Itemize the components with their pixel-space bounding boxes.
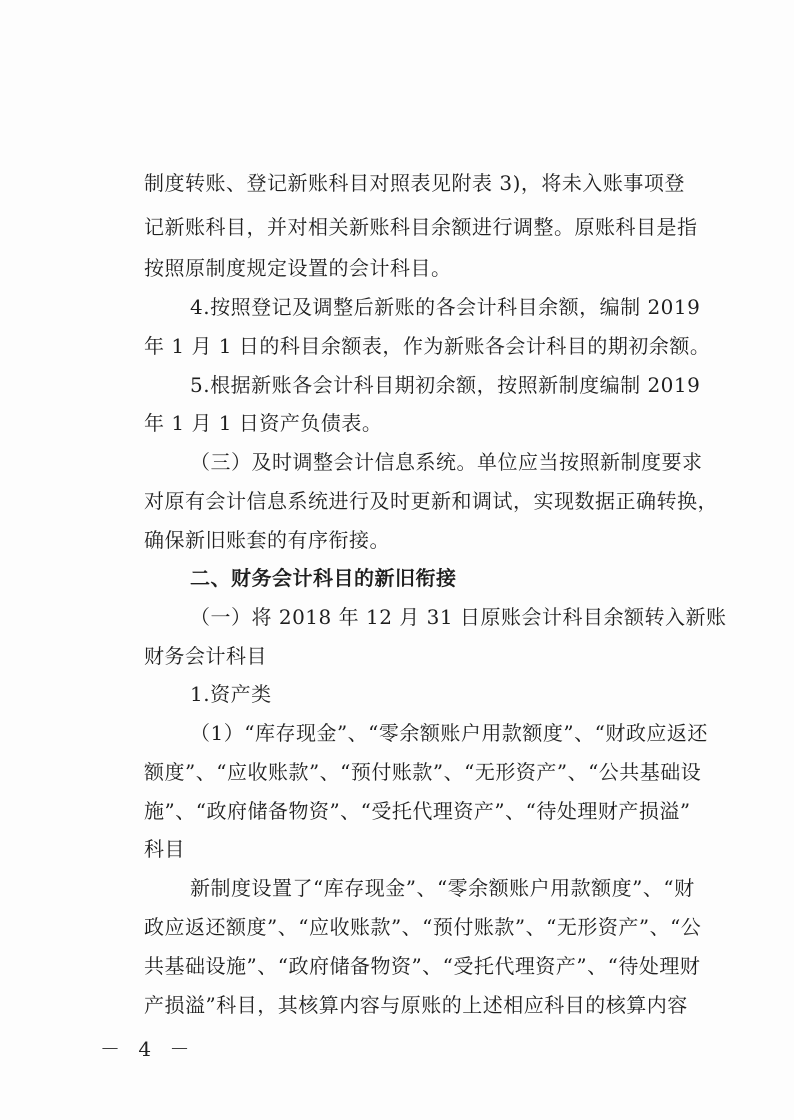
line-text: 财务会计科目 <box>144 644 267 668</box>
line-text: 制度转账、登记新账科目对照表见附表 3)，将未入账事项登 <box>144 171 685 195</box>
line-text: 1.资产类 <box>190 682 272 706</box>
text-line <box>0 946 794 986</box>
line-text: （1）“库存现金”、“零余额账户用款额度”、“财政应返还 <box>190 721 708 745</box>
text-line <box>0 907 794 947</box>
text-line <box>0 403 794 443</box>
text-line <box>0 985 794 1025</box>
line-text: 5.根据新账各会计科目期初余额，按照新制度编制 2019 <box>190 373 701 397</box>
text-line <box>0 636 794 676</box>
text-line <box>0 868 794 908</box>
text-line <box>0 520 794 560</box>
line-text: （三）及时调整会计信息系统。单位应当按照新制度要求 <box>190 450 703 474</box>
text-line <box>0 326 794 366</box>
text-line <box>0 713 794 753</box>
line-text: 共基础设施”、“政府储备物资”、“受托代理资产”、“待处理财 <box>144 954 701 978</box>
text-line <box>0 442 794 482</box>
line-text: （一）将 2018 年 12 月 31 日原账会计科目余额转入新账 <box>190 605 727 629</box>
line-text: 科目 <box>144 837 185 861</box>
text-line <box>0 287 794 327</box>
text-line <box>0 829 794 869</box>
section-heading-line <box>0 558 794 598</box>
line-text: 按照原制度规定设置的会计科目。 <box>144 256 452 280</box>
section-heading: 二、财务会计科目的新旧衔接 <box>190 566 457 590</box>
text-line <box>0 791 794 831</box>
text-line <box>0 163 794 203</box>
page-number: － 4 － <box>100 1037 196 1061</box>
line-text: 政应返还额度”、“应收账款”、“预付账款”、“无形资产”、“公 <box>144 915 702 939</box>
text-line <box>0 481 794 521</box>
line-text: 确保新旧账套的有序衔接。 <box>144 528 390 552</box>
text-line <box>0 365 794 405</box>
text-line <box>0 597 794 637</box>
line-text: 记新账科目，并对相关新账科目余额进行调整。原账科目是指 <box>144 215 698 239</box>
line-text: 年 1 月 1 日的科目余额表，作为新账各会计科目的期初余额。 <box>144 334 711 358</box>
text-line <box>0 207 794 247</box>
line-text: 新制度设置了“库存现金”、“零余额账户用款额度”、“财 <box>190 876 695 900</box>
line-text: 4.按照登记及调整后新账的各会计科目余额，编制 2019 <box>190 295 701 319</box>
line-text: 施”、“政府储备物资”、“受托代理资产”、“待处理财产损溢” <box>144 799 691 823</box>
line-text: 产损溢”科目，其核算内容与原账的上述相应科目的核算内容 <box>144 993 688 1017</box>
line-text: 年 1 月 1 日资产负债表。 <box>144 411 383 435</box>
line-text: 对原有会计信息系统进行及时更新和调试，实现数据正确转换， <box>144 489 718 513</box>
text-line <box>0 752 794 792</box>
line-text: 额度”、“应收账款”、“预付账款”、“无形资产”、“公共基础设 <box>144 760 702 784</box>
text-line <box>0 248 794 288</box>
text-line <box>0 674 794 714</box>
